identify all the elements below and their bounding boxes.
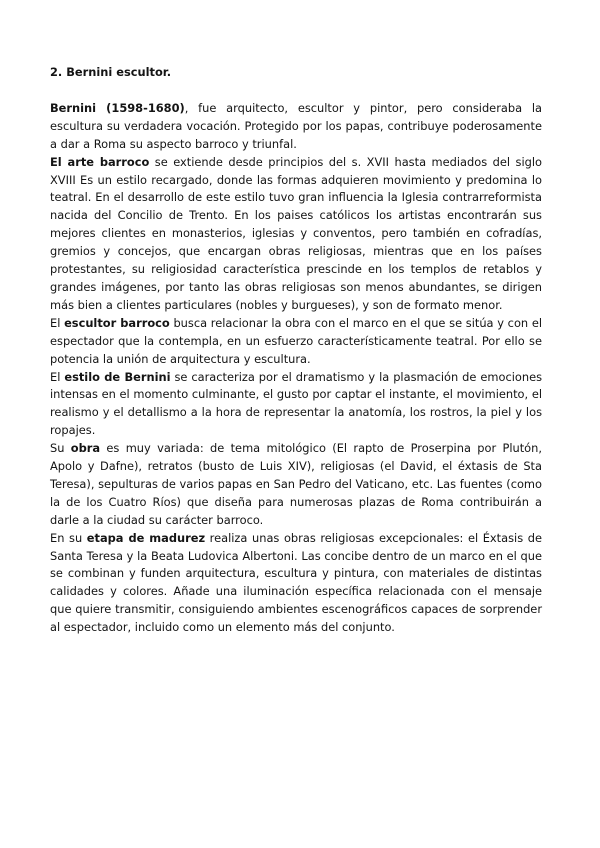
paragraph-obra: [50, 440, 542, 530]
paragraph-text: busca relacionar la obra con el marco en el que se sitúa y con el espectador que la contempla, en un esfuerzo característicamente teatral. Por ello se potencia la unión de arquitectura y escultura.: [50, 315, 542, 366]
paragraph-bernini-intro: [50, 100, 542, 154]
paragraph-text: es muy variada: de tema mitológico (El rapto de Proserpina por Plutón, Apolo y Dafne), retratos (busto de Luis XIV), religiosas (el David, el éxtasis de Sta Teresa), sepulturas de varios papas en San Pedro del Vaticano, etc. Las fuentes (como la de los Cuatro Ríos) que diseña para numerosas plazas de Roma contribuirán a darle a la ciudad su carácter barroco.: [50, 441, 542, 527]
bold-term: El arte barroco: [50, 154, 150, 169]
bold-term: etapa de madurez: [86, 530, 206, 545]
paragraph-text: se extiende desde principios del s. XVII hasta mediados del siglo XVIII Es un estilo recargado, donde las formas adquieren movimiento y predomina lo teatral. En el desarrollo de este estilo tuvo gran influencia la Iglesia contrarreformista nacida del Concilio de Trento. En los paises católicos los artistas encontrarán sus mejores clientes en monasterios, iglesias y conventos, pero también en cofradías, gremios y concejos, que encargan obras religiosas, mientras que en los países protestantes, su religiosidad característica prescinde en los templos de retablos y grandes imágenes, por tanto las obras religiosas son menos abundantes, se dirigen más bien a clientes particulares (nobles y burgueses), y son de formato menor.: [50, 154, 542, 312]
paragraph-estilo-bernini: [50, 369, 542, 441]
bold-term: Bernini (1598-1680): [50, 100, 185, 115]
bold-term: obra: [70, 441, 101, 456]
paragraph-lead: Su: [50, 441, 71, 456]
paragraph-text: realiza unas obras religiosas excepcionales: el Éxtasis de Santa Teresa y la Beata Ludovica Albertoni. Las concibe dentro de un marco en el que se combinan y funden arquitectura, escultura y pintura, con materiales de distintas calidades y colores. Añade una iluminación específica relacionada con el mensaje que quiere transmitir, consiguiendo ambientes escenográficos capaces de sorprender al espectador, incluido como un elemento más del conjunto.: [50, 530, 543, 635]
bold-term: escultor barroco: [64, 315, 170, 330]
paragraph-arte-barroco: [50, 154, 542, 315]
paragraph-lead: El: [50, 369, 65, 384]
bold-term: estilo de Bernini: [64, 369, 171, 384]
document-page: [50, 64, 542, 637]
section-heading: 2. Bernini escultor.: [50, 65, 172, 79]
paragraph-text: , fue arquitecto, escultor y pintor, pero consideraba la escultura su verdadera vocación. Protegido por los papas, contribuye poderosamente a dar a Roma su aspecto barroco y triunfal.: [50, 100, 542, 151]
paragraph-lead: El: [50, 315, 65, 330]
paragraph-etapa-madurez: [50, 530, 542, 637]
paragraph-lead: En su: [50, 530, 87, 545]
paragraph-escultor-barroco: [50, 315, 542, 369]
paragraph-text: se caracteriza por el dramatismo y la plasmación de emociones intensas en el momento culminante, el gusto por captar el instante, el movimiento, el realismo y el detallismo a la hora de representar la anatomía, los rostros, la piel y los ropajes.: [50, 369, 543, 438]
